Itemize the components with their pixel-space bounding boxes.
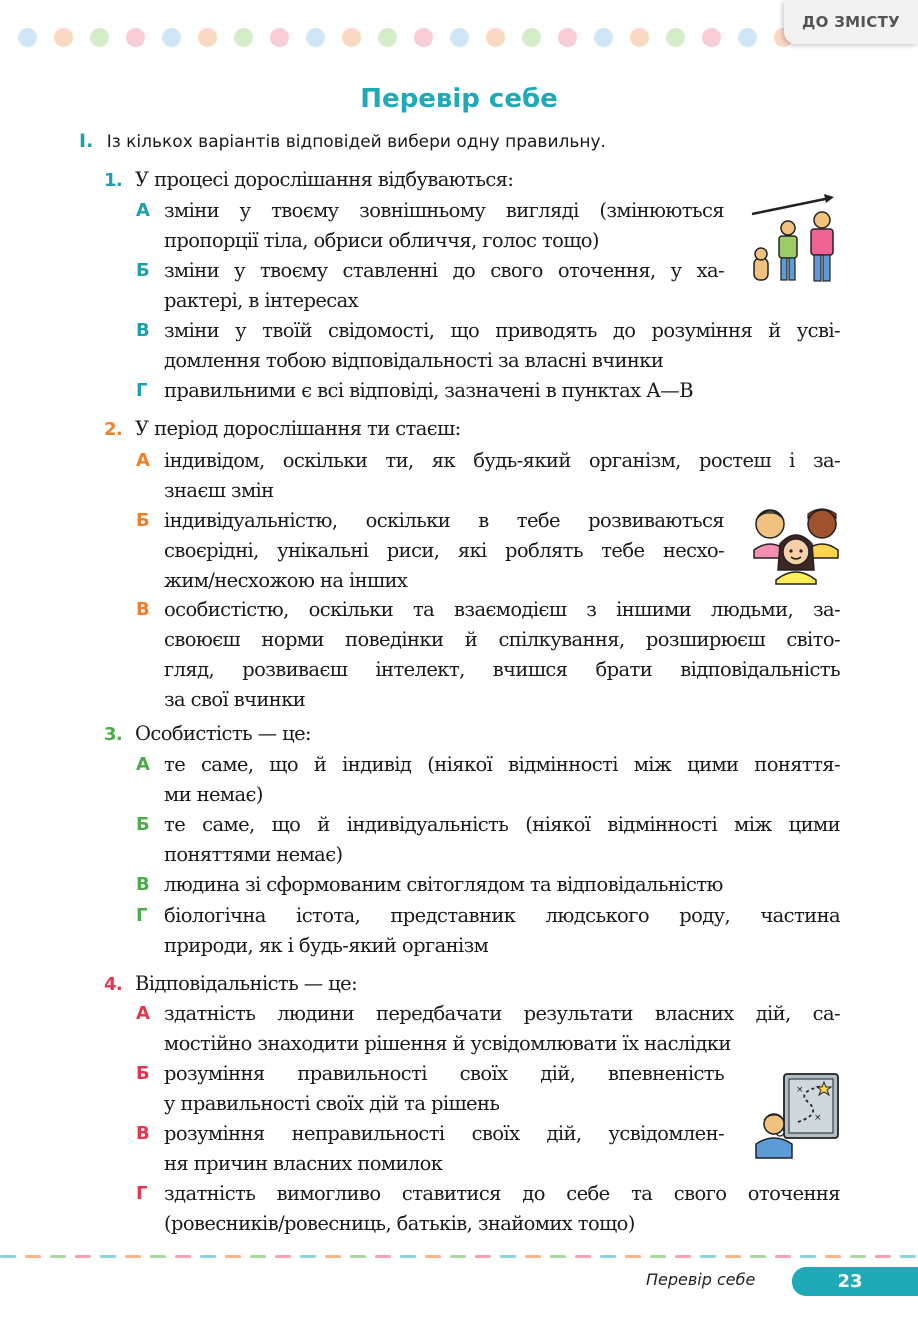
option-line: зміни у твоєму зовнішньому вигляді (змінюються xyxy=(164,199,724,222)
decorative-dot xyxy=(234,28,253,47)
divider-dash xyxy=(250,1255,266,1258)
option-line: ня причин власних помилок xyxy=(164,1152,443,1175)
option-letter: Б xyxy=(136,814,150,835)
footer-section-label: Перевір себе xyxy=(646,1270,756,1289)
option-line: здатність людини передбачати результати власних дій, са- xyxy=(164,1002,840,1025)
option-line: гляд, розвиваєш інтелект, вчишся брати відповідальність xyxy=(164,658,840,681)
option-line: пропорції тіла, обриси обличчя, голос тощо) xyxy=(164,229,599,252)
divider-dash xyxy=(600,1255,616,1258)
option-line: мостійно знаходити рішення й усвідомлювати їх наслідки xyxy=(164,1032,731,1055)
divider-dash xyxy=(425,1255,441,1258)
decorative-dot xyxy=(378,28,397,47)
option-line: правильними є всі відповіді, зазначені в пунктах А—В xyxy=(164,379,693,402)
decorative-dot xyxy=(486,28,505,47)
divider-dash xyxy=(50,1255,66,1258)
divider-dash xyxy=(125,1255,141,1258)
option-line: своєрідні, унікальні риси, які роблять тебе несхо- xyxy=(164,539,724,562)
decorative-dot xyxy=(522,28,541,47)
question-text: Відповідальність — це: xyxy=(135,972,358,995)
divider-dash xyxy=(650,1255,666,1258)
option-letter: Б xyxy=(136,1063,150,1084)
decorative-dot xyxy=(738,28,757,47)
divider-dash xyxy=(25,1255,41,1258)
svg-text:×: × xyxy=(814,1113,822,1123)
group-of-people-icon xyxy=(750,500,842,586)
divider-dash xyxy=(350,1255,366,1258)
decorative-dot xyxy=(450,28,469,47)
option-line: у правильності своїх дій та рішень xyxy=(164,1092,500,1115)
option-letter: А xyxy=(136,754,150,775)
decorative-dot xyxy=(18,28,37,47)
option-letter: А xyxy=(136,200,150,221)
decorative-dot xyxy=(342,28,361,47)
growth-stages-icon xyxy=(750,192,842,286)
divider-dash xyxy=(725,1255,741,1258)
option-line: жим/несхожою на інших xyxy=(164,569,408,592)
divider-dash xyxy=(900,1255,916,1258)
option-line: індивідом, оскільки ти, як будь-який організм, ростеш і за- xyxy=(164,449,840,472)
option-line: особистістю, оскільки та взаємодієш з іншими людьми, за- xyxy=(164,598,840,621)
divider-dash xyxy=(575,1255,591,1258)
divider-dash xyxy=(625,1255,641,1258)
divider-dash xyxy=(475,1255,491,1258)
question-4 xyxy=(104,969,357,1000)
divider-dash xyxy=(850,1255,866,1258)
option-letter: Г xyxy=(136,1183,147,1204)
decorative-dot xyxy=(198,28,217,47)
decorative-dot xyxy=(558,28,577,47)
option-letter: В xyxy=(136,320,150,341)
divider-dash xyxy=(775,1255,791,1258)
option-line: знаєш змін xyxy=(164,479,274,502)
option-letter: Г xyxy=(136,905,147,926)
question-number: 4. xyxy=(104,974,123,995)
decorative-dot xyxy=(270,28,289,47)
option-line: поняттями немає) xyxy=(164,843,343,866)
section-heading xyxy=(79,130,606,152)
page-number: 23 xyxy=(792,1267,918,1296)
option-line: те саме, що й індивідуальність (ніякої відмінності між цими xyxy=(164,813,840,836)
divider-dash xyxy=(275,1255,291,1258)
question-3 xyxy=(104,719,311,750)
option-line: людина зі сформованим світоглядом та відповідальністю xyxy=(164,873,723,896)
option-letter: А xyxy=(136,450,150,471)
page-title: Перевір себе xyxy=(360,84,558,114)
option-line: розуміння правильності своїх дій, впевненість xyxy=(164,1062,724,1085)
question-text: У процесі дорослішання відбуваються: xyxy=(135,168,514,191)
option-letter: А xyxy=(136,1003,150,1024)
decorative-dot xyxy=(702,28,721,47)
divider-dash xyxy=(375,1255,391,1258)
divider-dash xyxy=(150,1255,166,1258)
option-line: індивідуальністю, оскільки в тебе розвиваються xyxy=(164,509,724,532)
option-letter: В xyxy=(136,874,150,895)
option-line: розуміння неправильності своїх дій, усвідомлен- xyxy=(164,1122,724,1145)
divider-dash xyxy=(450,1255,466,1258)
decorative-dot xyxy=(306,28,325,47)
divider-dash xyxy=(525,1255,541,1258)
option-line: природи, як і будь-який організм xyxy=(164,934,489,957)
decorative-dot xyxy=(162,28,181,47)
question-number: 1. xyxy=(104,170,123,191)
decorative-dot xyxy=(414,28,433,47)
option-line: домлення тобою відповідальності за власні вчинки xyxy=(164,349,664,372)
option-line: біологічна істота, представник людського роду, частина xyxy=(164,904,840,927)
option-line: зміни у твоєму ставленні до свого оточення, у ха- xyxy=(164,259,724,282)
question-2 xyxy=(104,414,461,445)
question-text: У період дорослішання ти стаєш: xyxy=(135,417,461,440)
decorative-dot xyxy=(54,28,73,47)
option-letter: В xyxy=(136,1123,150,1144)
decorative-dot xyxy=(630,28,649,47)
divider-dash xyxy=(500,1255,516,1258)
option-line: (ровесників/ровесниць, батьків, знайомих тощо) xyxy=(164,1212,635,1235)
question-1 xyxy=(104,165,513,196)
option-line: ми немає) xyxy=(164,783,263,806)
divider-dash xyxy=(225,1255,241,1258)
section-number: I. xyxy=(79,130,94,152)
option-letter: Б xyxy=(136,510,150,531)
divider-dash xyxy=(825,1255,841,1258)
divider-dash xyxy=(800,1255,816,1258)
divider-dash xyxy=(400,1255,416,1258)
divider-dash xyxy=(300,1255,316,1258)
footer-dashed-divider xyxy=(0,1255,918,1259)
divider-dash xyxy=(200,1255,216,1258)
divider-dash xyxy=(325,1255,341,1258)
question-number: 3. xyxy=(104,724,123,745)
decorative-dot xyxy=(90,28,109,47)
option-line: рактері, в інтересах xyxy=(164,289,359,312)
decorative-dot xyxy=(126,28,145,47)
table-of-contents-button[interactable]: ДО ЗМІСТУ xyxy=(784,0,918,44)
option-line: те саме, що й індивід (ніякої відмінності між цими поняття- xyxy=(164,753,840,776)
divider-dash xyxy=(675,1255,691,1258)
strategy-board-icon xyxy=(752,1072,842,1160)
divider-dash xyxy=(550,1255,566,1258)
decorative-dots xyxy=(18,28,788,50)
option-line: за свої вчинки xyxy=(164,688,306,711)
divider-dash xyxy=(700,1255,716,1258)
decorative-dot xyxy=(666,28,685,47)
divider-dash xyxy=(100,1255,116,1258)
divider-dash xyxy=(875,1255,891,1258)
option-line: своюєш норми поведінки й спілкування, розширюєш світо- xyxy=(164,628,840,651)
divider-dash xyxy=(75,1255,91,1258)
option-letter: Г xyxy=(136,380,147,401)
divider-dash xyxy=(0,1255,16,1258)
svg-text:×: × xyxy=(796,1085,804,1095)
divider-dash xyxy=(175,1255,191,1258)
option-letter: Б xyxy=(136,260,150,281)
option-line: здатність вимогливо ставитися до себе та свого оточення xyxy=(164,1182,840,1205)
section-instruction: Із кількох варіантів відповідей вибери одну правильну. xyxy=(106,132,606,152)
decorative-dot xyxy=(594,28,613,47)
question-number: 2. xyxy=(104,419,123,440)
divider-dash xyxy=(750,1255,766,1258)
option-letter: В xyxy=(136,599,150,620)
question-text: Особистість — це: xyxy=(135,722,312,745)
option-line: зміни у твоїй свідомості, що приводять до розуміння й усві- xyxy=(164,319,840,342)
